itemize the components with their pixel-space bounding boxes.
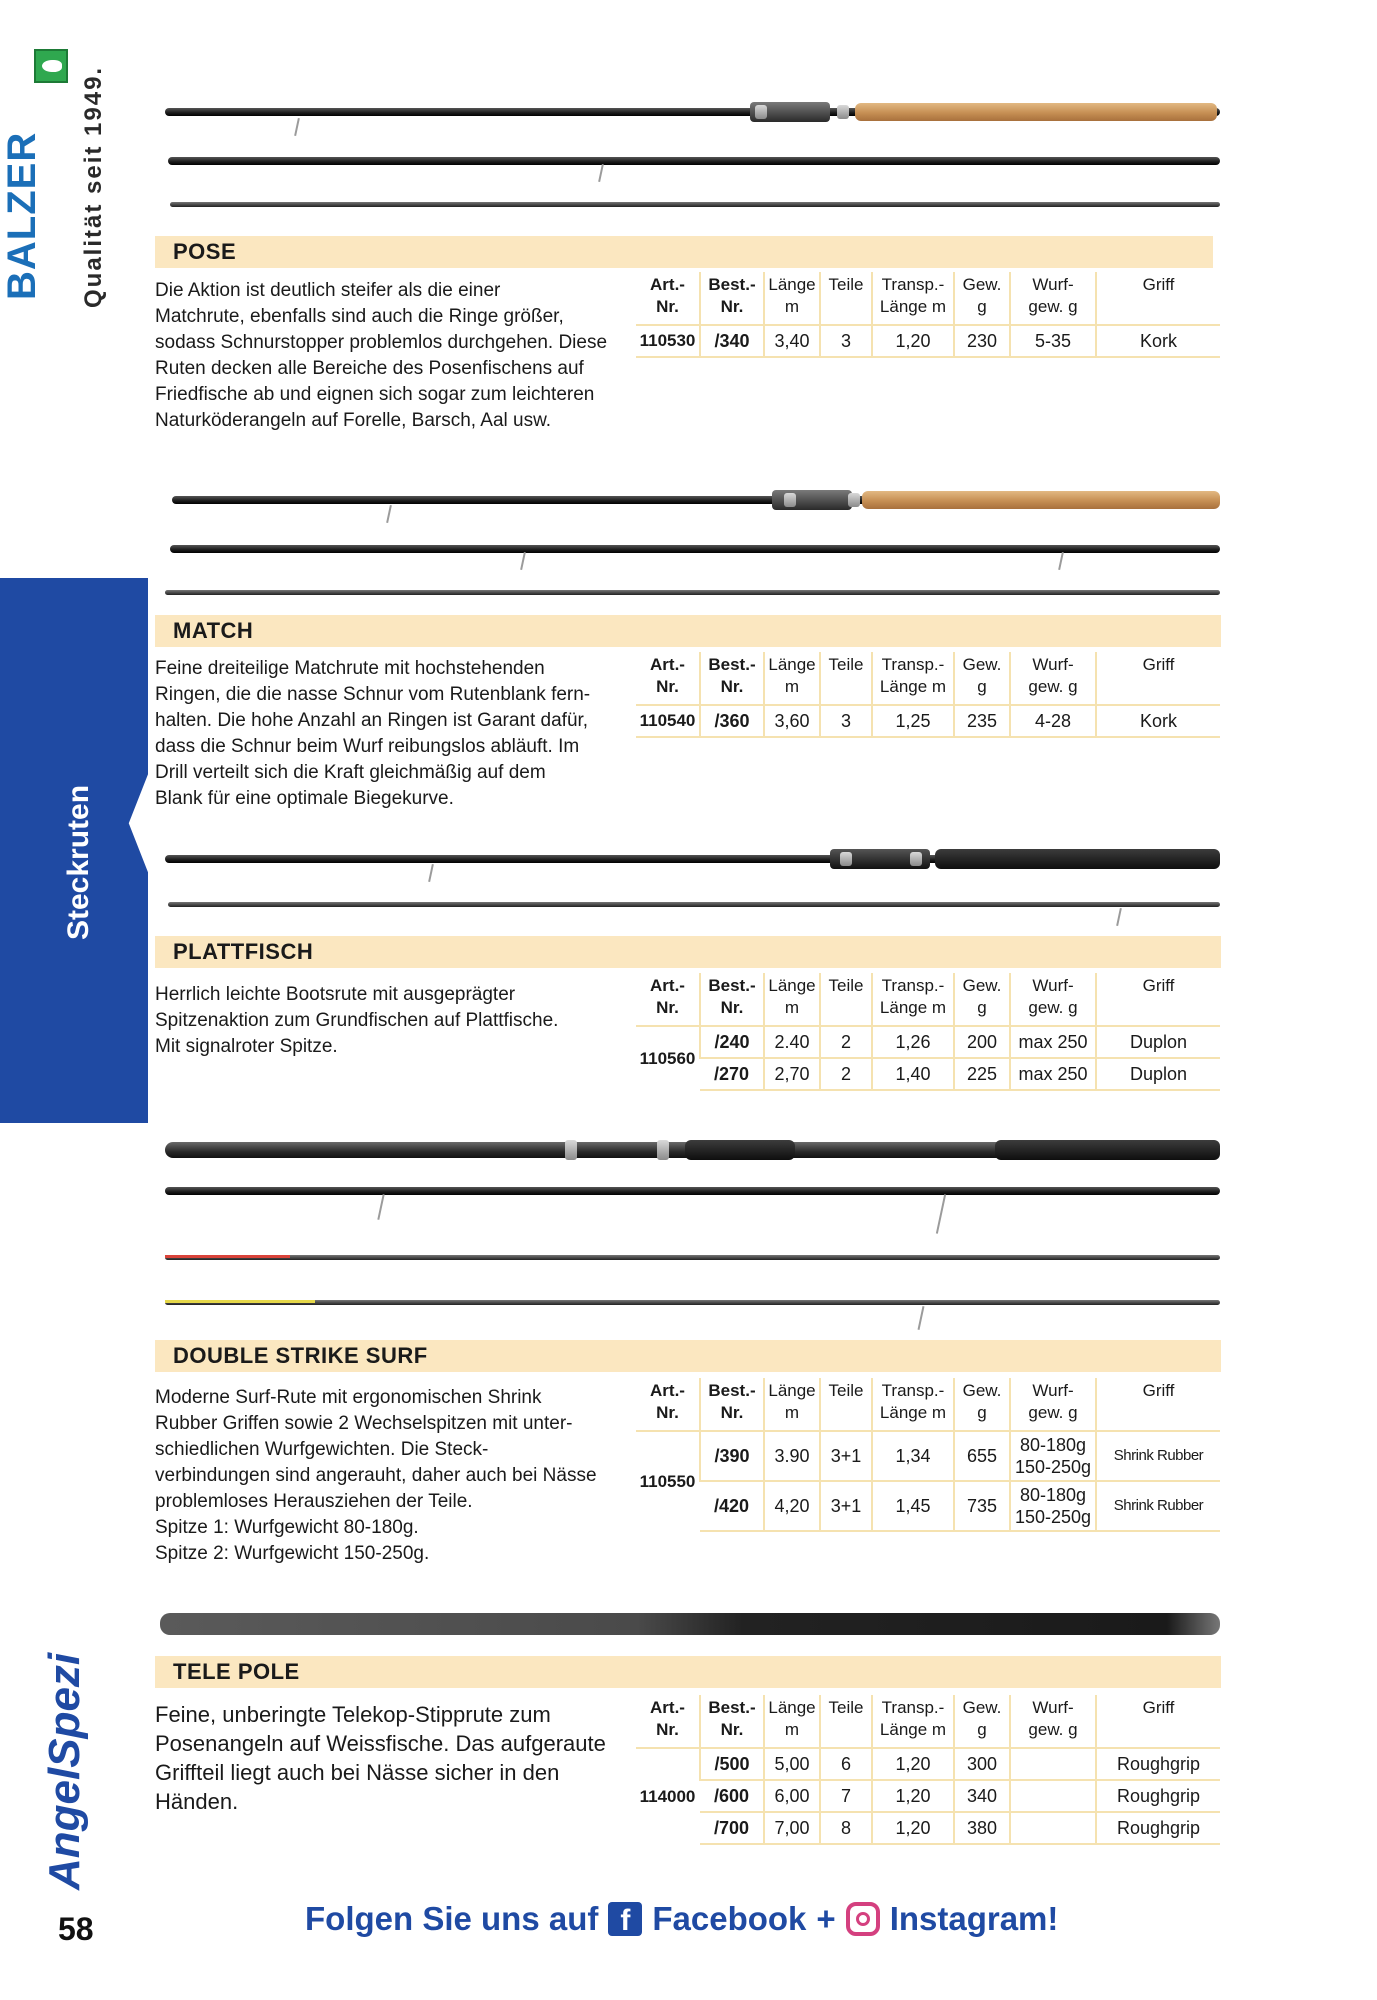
col-griff: Griff xyxy=(1096,652,1220,705)
description-line: Griffteil liegt auch bei Nässe sicher in den xyxy=(155,1760,560,1785)
instagram-icon[interactable] xyxy=(846,1902,880,1936)
cell-wurf xyxy=(1010,1481,1096,1531)
cell-best: /360 xyxy=(700,705,764,737)
cell-art: 110540 xyxy=(636,705,700,737)
cell-transp: 1,26 xyxy=(872,1026,954,1058)
plattfisch-section-title: PLATTFISCH xyxy=(155,936,1221,968)
cell-laenge: 2,70 xyxy=(764,1058,820,1090)
description-line: Händen. xyxy=(155,1789,239,1814)
table-header-row xyxy=(636,1695,1220,1748)
col-griff: Griff xyxy=(1096,272,1220,325)
col-gew: Gew. g xyxy=(954,973,1010,1026)
cell-teile: 7 xyxy=(820,1780,872,1812)
col-art: Art.- Nr. xyxy=(650,275,685,316)
surf-description xyxy=(155,1385,615,1567)
match-description xyxy=(155,656,615,812)
cell-art: 110550 xyxy=(636,1431,700,1531)
description-line: Spitzenaktion zum Grundfischen auf Plattfische. xyxy=(155,1010,559,1031)
cell-wurf: max 250 xyxy=(1010,1058,1096,1090)
wurf-tip-2: 150-250g xyxy=(1014,1457,1092,1477)
col-transp: Transp.- Länge m xyxy=(872,272,954,325)
cell-gew: 235 xyxy=(954,705,1010,737)
cell-teile: 2 xyxy=(820,1026,872,1058)
cell-gew: 300 xyxy=(954,1748,1010,1780)
cell-teile: 8 xyxy=(820,1812,872,1844)
description-line: Feine, unberingte Telekop-Stipprute zum xyxy=(155,1702,551,1727)
col-teile: Teile xyxy=(820,652,872,705)
plattfisch-description xyxy=(155,982,615,1060)
cell-gew: 380 xyxy=(954,1812,1010,1844)
social-footer xyxy=(305,1900,1058,1938)
description-line: Rubber Griffen sowie 2 Wechselspitzen mit unter- xyxy=(155,1413,573,1434)
cell-art: 110530 xyxy=(636,325,700,357)
cell-griff: Kork xyxy=(1096,705,1220,737)
cell-griff: Roughgrip xyxy=(1096,1748,1220,1780)
description-line: Feine dreiteilige Matchrute mit hochstehenden xyxy=(155,658,545,679)
cell-best: /240 xyxy=(700,1026,764,1058)
cell-transp: 1,34 xyxy=(872,1431,954,1481)
surf-spec-table xyxy=(636,1378,1220,1532)
table-row xyxy=(636,1812,1220,1844)
description-line: Ruten decken alle Bereiche des Posenfischens auf xyxy=(155,358,584,379)
cell-wurf xyxy=(1010,1780,1096,1812)
table-header-row xyxy=(636,973,1220,1026)
table-row xyxy=(636,1748,1220,1780)
col-wurf: Wurf- gew. g xyxy=(1010,272,1096,325)
col-best: Best.- Nr. xyxy=(700,1378,764,1431)
cell-laenge: 2.40 xyxy=(764,1026,820,1058)
cell-griff: Duplon xyxy=(1096,1026,1220,1058)
description-line: verbindungen sind angerauht, daher auch bei Nässe xyxy=(155,1465,597,1486)
col-gew: Gew. g xyxy=(954,1378,1010,1431)
description-line: Drill verteilt sich die Kraft gleichmäßig auf dem xyxy=(155,762,546,783)
col-griff: Griff xyxy=(1096,973,1220,1026)
plattfisch-spec-table xyxy=(636,973,1220,1091)
cell-griff: Shrink Rubber xyxy=(1096,1431,1220,1481)
facebook-link[interactable]: Facebook xyxy=(652,1900,807,1937)
cell-gew: 340 xyxy=(954,1780,1010,1812)
cell-gew: 735 xyxy=(954,1481,1010,1531)
description-line: Friedfische ab und eignen sich sogar zum leichteren xyxy=(155,384,595,405)
cell-art: 114000 xyxy=(636,1748,700,1844)
description-line: Posenangeln auf Weissfische. Das aufgeraute xyxy=(155,1731,606,1756)
cell-wurf xyxy=(1010,1812,1096,1844)
cell-laenge: 5,00 xyxy=(764,1748,820,1780)
col-gew: Gew. g xyxy=(954,272,1010,325)
cell-laenge: 4,20 xyxy=(764,1481,820,1531)
description-line: Naturköderangeln auf Forelle, Barsch, Aal usw. xyxy=(155,410,552,431)
cell-griff: Shrink Rubber xyxy=(1096,1481,1220,1531)
col-transp: Transp.- Länge m xyxy=(872,1695,954,1748)
cell-teile: 6 xyxy=(820,1748,872,1780)
cell-griff: Roughgrip xyxy=(1096,1780,1220,1812)
description-line: sodass Schnurstopper problemlos durchgehen. Diese xyxy=(155,332,608,353)
cell-transp: 1,45 xyxy=(872,1481,954,1531)
col-best: Best.- Nr. xyxy=(700,272,764,325)
brand-name-text: BALZER xyxy=(0,131,44,300)
cell-art: 110560 xyxy=(636,1026,700,1090)
cell-transp: 1,20 xyxy=(872,325,954,357)
cell-wurf xyxy=(1010,1431,1096,1481)
cell-best: /270 xyxy=(700,1058,764,1090)
cell-wurf: 4-28 xyxy=(1010,705,1096,737)
col-griff: Griff xyxy=(1096,1695,1220,1748)
cell-teile: 3+1 xyxy=(820,1431,872,1481)
surf-section-title: DOUBLE STRIKE SURF xyxy=(155,1340,1221,1372)
col-gew: Gew. g xyxy=(954,652,1010,705)
col-transp: Transp.- Länge m xyxy=(872,1378,954,1431)
facebook-icon[interactable]: f xyxy=(608,1902,642,1936)
cell-best: /600 xyxy=(700,1780,764,1812)
cell-gew: 655 xyxy=(954,1431,1010,1481)
pose-spec-table xyxy=(636,272,1220,358)
table-row xyxy=(636,1026,1220,1058)
cell-teile: 3 xyxy=(820,325,872,357)
cell-gew: 200 xyxy=(954,1026,1010,1058)
side-tab-label: Steckruten xyxy=(62,784,95,940)
brand-name xyxy=(0,40,44,300)
cell-teile: 3 xyxy=(820,705,872,737)
cell-transp: 1,20 xyxy=(872,1780,954,1812)
col-teile: Teile xyxy=(820,272,872,325)
telepole-section-title: TELE POLE xyxy=(155,1656,1221,1688)
description-line: schiedlichen Wurfgewichten. Die Steck- xyxy=(155,1439,489,1460)
cell-griff: Duplon xyxy=(1096,1058,1220,1090)
col-laenge: Länge m xyxy=(764,1378,820,1431)
page-number: 58 xyxy=(58,1911,94,1947)
wurf-tip-2: 150-250g xyxy=(1014,1507,1092,1527)
col-laenge: Länge m xyxy=(764,272,820,325)
col-laenge: Länge m xyxy=(764,973,820,1026)
description-line: Mit signalroter Spitze. xyxy=(155,1036,338,1057)
cell-wurf: 5-35 xyxy=(1010,325,1096,357)
col-teile: Teile xyxy=(820,1695,872,1748)
col-laenge: Länge m xyxy=(764,652,820,705)
footer-text: Folgen Sie uns auf xyxy=(305,1900,599,1937)
description-line: Herrlich leichte Bootsrute mit ausgeprägter xyxy=(155,984,516,1005)
col-gew: Gew. g xyxy=(954,1695,1010,1748)
description-line: Matchrute, ebenfalls sind auch die Ringe größer, xyxy=(155,306,564,327)
table-row xyxy=(636,1780,1220,1812)
cell-griff: Roughgrip xyxy=(1096,1812,1220,1844)
col-transp: Transp.- Länge m xyxy=(872,652,954,705)
table-header-row xyxy=(636,652,1220,705)
cell-gew: 225 xyxy=(954,1058,1010,1090)
cell-teile: 3+1 xyxy=(820,1481,872,1531)
cell-gew: 230 xyxy=(954,325,1010,357)
cell-transp: 1,20 xyxy=(872,1748,954,1780)
brand-claim: Qualität seit 1949. xyxy=(80,65,107,308)
description-line: Die Aktion ist deutlich steifer als die einer xyxy=(155,280,501,301)
match-spec-table xyxy=(636,652,1220,738)
cell-laenge: 3.90 xyxy=(764,1431,820,1481)
footer-plus: + xyxy=(816,1900,836,1937)
cell-best: /340 xyxy=(700,325,764,357)
col-teile: Teile xyxy=(820,973,872,1026)
col-teile: Teile xyxy=(820,1378,872,1431)
table-header-row xyxy=(636,272,1220,325)
cell-laenge: 6,00 xyxy=(764,1780,820,1812)
instagram-link[interactable]: Instagram! xyxy=(889,1900,1059,1937)
col-art: Art.- Nr. xyxy=(650,1381,685,1422)
cell-best: /420 xyxy=(700,1481,764,1531)
cell-laenge: 3,60 xyxy=(764,705,820,737)
description-line: dass die Schnur beim Wurf reibungslos abläuft. Im xyxy=(155,736,580,757)
description-line: halten. Die hohe Anzahl an Ringen ist Garant dafür, xyxy=(155,710,589,731)
wurf-tip-1: 80-180g xyxy=(1019,1485,1087,1505)
cell-transp: 1,20 xyxy=(872,1812,954,1844)
cell-wurf: max 250 xyxy=(1010,1026,1096,1058)
cell-transp: 1,25 xyxy=(872,705,954,737)
col-griff: Griff xyxy=(1096,1378,1220,1431)
cell-griff: Kork xyxy=(1096,325,1220,357)
col-art: Art.- Nr. xyxy=(650,655,685,696)
table-row xyxy=(636,705,1220,737)
cell-laenge: 7,00 xyxy=(764,1812,820,1844)
cell-best: /700 xyxy=(700,1812,764,1844)
angelspezi-logo: AngelSpezi xyxy=(40,1652,89,1890)
match-section-title: MATCH xyxy=(155,615,1221,647)
col-laenge: Länge m xyxy=(764,1695,820,1748)
description-line: problemloses Herausziehen der Teile. xyxy=(155,1491,473,1512)
cell-transp: 1,40 xyxy=(872,1058,954,1090)
col-best: Best.- Nr. xyxy=(700,973,764,1026)
description-line: Blank für eine optimale Biegekurve. xyxy=(155,788,454,809)
col-wurf: Wurf- gew. g xyxy=(1010,1378,1096,1431)
col-transp: Transp.- Länge m xyxy=(872,973,954,1026)
cell-wurf xyxy=(1010,1748,1096,1780)
table-header-row xyxy=(636,1378,1220,1431)
cell-laenge: 3,40 xyxy=(764,325,820,357)
cell-teile: 2 xyxy=(820,1058,872,1090)
col-art: Art.- Nr. xyxy=(650,976,685,1017)
cell-best: /500 xyxy=(700,1748,764,1780)
description-line: Ringen, die die nasse Schnur vom Rutenblank fern- xyxy=(155,684,591,705)
col-best: Best.- Nr. xyxy=(700,652,764,705)
telepole-spec-table xyxy=(636,1695,1220,1845)
table-row xyxy=(636,325,1220,357)
description-line: Spitze 2: Wurfgewicht 150-250g. xyxy=(155,1543,430,1564)
cell-best: /390 xyxy=(700,1431,764,1481)
col-wurf: Wurf- gew. g xyxy=(1010,973,1096,1026)
pose-section-title: POSE xyxy=(155,236,1213,268)
table-row xyxy=(636,1481,1220,1531)
col-best: Best.- Nr. xyxy=(700,1695,764,1748)
col-wurf: Wurf- gew. g xyxy=(1010,652,1096,705)
wurf-tip-1: 80-180g xyxy=(1019,1435,1087,1455)
table-row xyxy=(636,1058,1220,1090)
col-art: Art.- Nr. xyxy=(650,1698,685,1739)
col-wurf: Wurf- gew. g xyxy=(1010,1695,1096,1748)
description-line: Spitze 1: Wurfgewicht 80-180g. xyxy=(155,1517,419,1538)
telepole-description xyxy=(155,1700,617,1816)
table-row xyxy=(636,1431,1220,1481)
pose-description xyxy=(155,278,615,434)
description-line: Moderne Surf-Rute mit ergonomischen Shrink xyxy=(155,1387,542,1408)
